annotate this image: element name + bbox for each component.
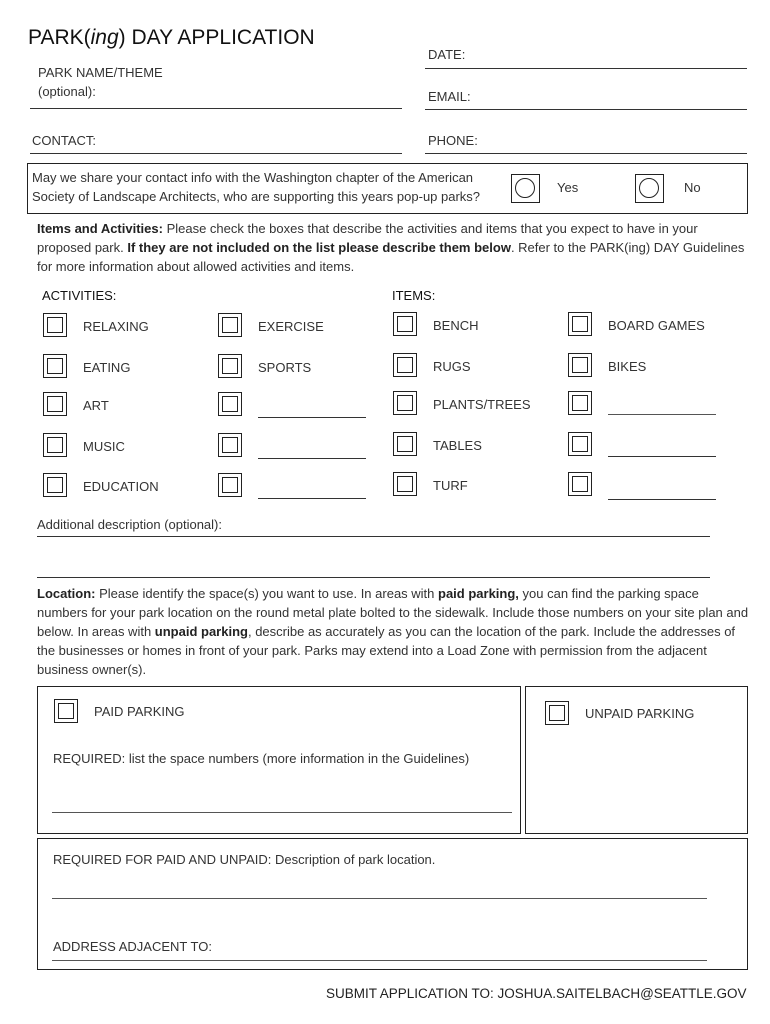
sports-checkbox[interactable] xyxy=(218,354,242,378)
relaxing-checkbox[interactable] xyxy=(43,313,67,337)
bench-label: BENCH xyxy=(433,318,479,333)
eating-label: EATING xyxy=(83,360,131,375)
items-heading: ITEMS: xyxy=(392,288,436,303)
park-name-optional-label: (optional): xyxy=(38,84,96,99)
bench-checkbox[interactable] xyxy=(393,312,417,336)
no-label: No xyxy=(684,180,701,195)
unpaid-parking-checkbox[interactable] xyxy=(545,701,569,725)
yes-radio[interactable] xyxy=(511,174,540,203)
plants-trees-label: PLANTS/TREES xyxy=(433,397,531,412)
other-item-field[interactable] xyxy=(608,499,716,500)
address-field[interactable] xyxy=(52,960,707,961)
additional-description-field[interactable] xyxy=(37,577,710,578)
other-activity-field[interactable] xyxy=(258,458,366,459)
music-checkbox[interactable] xyxy=(43,433,67,457)
art-checkbox[interactable] xyxy=(43,392,67,416)
board-games-checkbox[interactable] xyxy=(568,312,592,336)
description-field[interactable] xyxy=(52,898,707,899)
paid-parking-label: PAID PARKING xyxy=(94,704,185,719)
location-paragraph: Location: Please identify the space(s) you want to use. In areas with paid parking, you can find the parking space numbers for your park location on the round metal plate bolted to the sidewalk. Include those numbers on your site plan and below. In areas with unpaid parking, describe as accurately as you can the location of the park. Include the addresses of the businesses or homes in front of your park. Parks may extend into a Load Zone with permission from the adjacent business owner(s). xyxy=(37,586,749,677)
space-numbers-field[interactable] xyxy=(52,812,512,813)
paid-required-label: REQUIRED: list the space numbers (more information in the Guidelines) xyxy=(53,751,470,766)
page-title: PARK(ing) DAY APPLICATION xyxy=(28,26,315,49)
rugs-label: RUGS xyxy=(433,359,471,374)
other-item-checkbox[interactable] xyxy=(568,472,592,496)
sports-label: SPORTS xyxy=(258,360,312,375)
unpaid-parking-label: UNPAID PARKING xyxy=(585,706,695,721)
date-label: DATE: xyxy=(428,47,466,62)
turf-label: TURF xyxy=(433,478,468,493)
other-activity-checkbox[interactable] xyxy=(218,392,242,416)
phone-label: PHONE: xyxy=(428,133,478,148)
items-intro-paragraph: Items and Activities: Please check the boxes that describe the activities and items that you expect to have in your proposed park. If they are not included on the list please describe them below. Refer to the PARK(ing) DAY Guidelines for more information about allowed activities and items. xyxy=(37,221,745,274)
turf-checkbox[interactable] xyxy=(393,472,417,496)
date-field[interactable] xyxy=(425,68,747,69)
yes-label: Yes xyxy=(557,180,579,195)
email-field[interactable] xyxy=(425,109,747,110)
education-checkbox[interactable] xyxy=(43,473,67,497)
share-question-line2: Society of Landscape Architects, who are supporting this years pop-up parks? xyxy=(32,189,481,204)
additional-description-field[interactable] xyxy=(37,536,710,537)
relaxing-label: RELAXING xyxy=(83,319,149,334)
contact-label: CONTACT: xyxy=(32,133,97,148)
music-label: MUSIC xyxy=(83,439,125,454)
board-games-label: BOARD GAMES xyxy=(608,318,705,333)
plants-trees-checkbox[interactable] xyxy=(393,391,417,415)
other-activity-field[interactable] xyxy=(258,417,366,418)
park-name-field[interactable] xyxy=(30,108,402,109)
exercise-label: EXERCISE xyxy=(258,319,324,334)
eating-checkbox[interactable] xyxy=(43,354,67,378)
other-activity-checkbox[interactable] xyxy=(218,433,242,457)
tables-label: TABLES xyxy=(433,438,482,453)
no-radio[interactable] xyxy=(635,174,664,203)
other-item-field[interactable] xyxy=(608,456,716,457)
rugs-checkbox[interactable] xyxy=(393,353,417,377)
other-item-checkbox[interactable] xyxy=(568,432,592,456)
submit-instructions: SUBMIT APPLICATION TO: JOSHUA.SAITELBACH@SEATTLE.GOV xyxy=(326,986,747,1001)
activities-heading: ACTIVITIES: xyxy=(42,288,117,303)
phone-field[interactable] xyxy=(425,153,747,154)
education-label: EDUCATION xyxy=(83,479,159,494)
exercise-checkbox[interactable] xyxy=(218,313,242,337)
additional-description-label: Additional description (optional): xyxy=(37,517,222,532)
other-activity-field[interactable] xyxy=(258,498,366,499)
bikes-checkbox[interactable] xyxy=(568,353,592,377)
description-required-label: REQUIRED FOR PAID AND UNPAID: Description of park location. xyxy=(53,852,436,867)
contact-field[interactable] xyxy=(30,153,402,154)
other-item-field[interactable] xyxy=(608,414,716,415)
other-activity-checkbox[interactable] xyxy=(218,473,242,497)
address-adjacent-label: ADDRESS ADJACENT TO: xyxy=(53,939,212,954)
bikes-label: BIKES xyxy=(608,359,647,374)
park-name-label: PARK NAME/THEME xyxy=(38,65,163,80)
other-item-checkbox[interactable] xyxy=(568,391,592,415)
share-question-line1: May we share your contact info with the Washington chapter of the American xyxy=(32,170,474,185)
paid-parking-checkbox[interactable] xyxy=(54,699,78,723)
art-label: ART xyxy=(83,398,109,413)
tables-checkbox[interactable] xyxy=(393,432,417,456)
email-label: EMAIL: xyxy=(428,89,471,104)
